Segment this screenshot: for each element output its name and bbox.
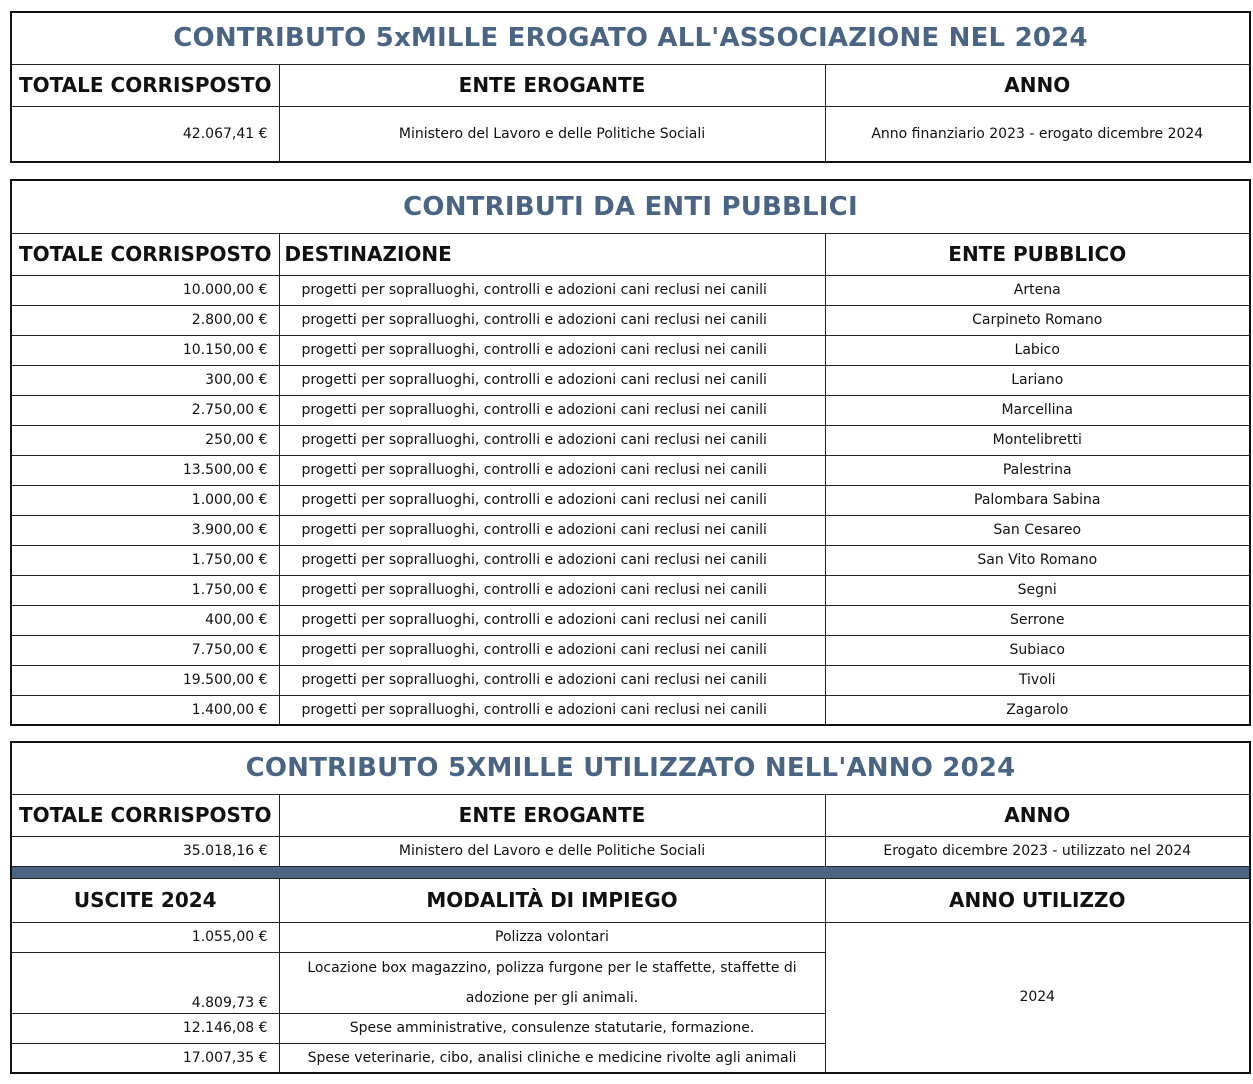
table-row bbox=[11, 395, 1250, 425]
year-cell: Anno finanziario 2023 - erogato dicembre 2024 bbox=[825, 106, 1250, 162]
amount-cell: 7.750,00 € bbox=[11, 635, 279, 665]
entity-cell: Carpineto Romano bbox=[825, 305, 1250, 335]
column-header-uscite: USCITE 2024 bbox=[11, 878, 279, 922]
column-header-ente: ENTE EROGANTE bbox=[279, 794, 825, 836]
section-title: CONTRIBUTO 5XMILLE UTILIZZATO NELL'ANNO 2024 bbox=[11, 742, 1250, 794]
section-title: CONTRIBUTO 5xMILLE EROGATO ALL'ASSOCIAZIONE NEL 2024 bbox=[11, 12, 1250, 64]
table-row bbox=[11, 836, 1250, 866]
amount-cell: 1.750,00 € bbox=[11, 575, 279, 605]
description-cell: Spese amministrative, consulenze statutarie, formazione. bbox=[279, 1013, 825, 1043]
table-row bbox=[11, 545, 1250, 575]
amount-cell: 1.400,00 € bbox=[11, 695, 279, 725]
destination-cell: progetti per sopralluoghi, controlli e adozioni cani reclusi nei canili bbox=[279, 335, 825, 365]
amount-cell: 400,00 € bbox=[11, 605, 279, 635]
table-row bbox=[11, 335, 1250, 365]
destination-cell: progetti per sopralluoghi, controlli e adozioni cani reclusi nei canili bbox=[279, 575, 825, 605]
amount-cell: 12.146,08 € bbox=[11, 1013, 279, 1043]
amount-cell: 35.018,16 € bbox=[11, 836, 279, 866]
description-cell bbox=[279, 952, 825, 1013]
entity-cell: Palestrina bbox=[825, 455, 1250, 485]
table-row bbox=[11, 922, 1250, 952]
table-row bbox=[11, 575, 1250, 605]
destination-cell: progetti per sopralluoghi, controlli e adozioni cani reclusi nei canili bbox=[279, 305, 825, 335]
column-header-anno-utilizzo: ANNO UTILIZZO bbox=[825, 878, 1250, 922]
amount-cell: 4.809,73 € bbox=[11, 952, 279, 1013]
amount-cell: 2.750,00 € bbox=[11, 395, 279, 425]
column-header-ente-pubblico: ENTE PUBBLICO bbox=[825, 233, 1250, 275]
entity-cell: Ministero del Lavoro e delle Politiche Sociali bbox=[279, 106, 825, 162]
column-header-totale: TOTALE CORRISPOSTO bbox=[11, 64, 279, 106]
table-row bbox=[11, 665, 1250, 695]
table-row bbox=[11, 455, 1250, 485]
destination-cell: progetti per sopralluoghi, controlli e adozioni cani reclusi nei canili bbox=[279, 665, 825, 695]
table-row bbox=[11, 635, 1250, 665]
description-cell: Polizza volontari bbox=[279, 922, 825, 952]
entity-cell: Serrone bbox=[825, 605, 1250, 635]
destination-cell: progetti per sopralluoghi, controlli e adozioni cani reclusi nei canili bbox=[279, 545, 825, 575]
column-header-ente: ENTE EROGANTE bbox=[279, 64, 825, 106]
amount-cell: 300,00 € bbox=[11, 365, 279, 395]
entity-cell: Ministero del Lavoro e delle Politiche Sociali bbox=[279, 836, 825, 866]
entity-cell: Segni bbox=[825, 575, 1250, 605]
destination-cell: progetti per sopralluoghi, controlli e adozioni cani reclusi nei canili bbox=[279, 635, 825, 665]
column-header-modalita: MODALITÀ DI IMPIEGO bbox=[279, 878, 825, 922]
destination-cell: progetti per sopralluoghi, controlli e adozioni cani reclusi nei canili bbox=[279, 395, 825, 425]
table-5xmille-utilizzato bbox=[10, 741, 1251, 1074]
amount-cell: 13.500,00 € bbox=[11, 455, 279, 485]
amount-cell: 2.800,00 € bbox=[11, 305, 279, 335]
description-line: Locazione box magazzino, polizza furgone per le staffette, staffette di bbox=[307, 959, 797, 976]
table-row bbox=[11, 695, 1250, 725]
table-row bbox=[11, 106, 1250, 162]
entity-cell: Montelibretti bbox=[825, 425, 1250, 455]
destination-cell: progetti per sopralluoghi, controlli e adozioni cani reclusi nei canili bbox=[279, 605, 825, 635]
table-row bbox=[11, 515, 1250, 545]
entity-cell: Zagarolo bbox=[825, 695, 1250, 725]
column-header-anno: ANNO bbox=[825, 64, 1250, 106]
year-cell: Erogato dicembre 2023 - utilizzato nel 2024 bbox=[825, 836, 1250, 866]
entity-cell: Subiaco bbox=[825, 635, 1250, 665]
table-row bbox=[11, 305, 1250, 335]
destination-cell: progetti per sopralluoghi, controlli e adozioni cani reclusi nei canili bbox=[279, 275, 825, 305]
amount-cell: 10.000,00 € bbox=[11, 275, 279, 305]
amount-cell: 250,00 € bbox=[11, 425, 279, 455]
entity-cell: Labico bbox=[825, 335, 1250, 365]
entity-cell: Lariano bbox=[825, 365, 1250, 395]
destination-cell: progetti per sopralluoghi, controlli e adozioni cani reclusi nei canili bbox=[279, 365, 825, 395]
table-enti-pubblici bbox=[10, 179, 1251, 726]
table-row bbox=[11, 365, 1250, 395]
description-cell: Spese veterinarie, cibo, analisi cliniche e medicine rivolte agli animali bbox=[279, 1043, 825, 1073]
column-header-destinazione: DESTINAZIONE bbox=[279, 233, 825, 275]
amount-cell: 19.500,00 € bbox=[11, 665, 279, 695]
table-row bbox=[11, 605, 1250, 635]
amount-cell: 10.150,00 € bbox=[11, 335, 279, 365]
table-row bbox=[11, 425, 1250, 455]
destination-cell: progetti per sopralluoghi, controlli e adozioni cani reclusi nei canili bbox=[279, 695, 825, 725]
entity-cell: Tivoli bbox=[825, 665, 1250, 695]
destination-cell: progetti per sopralluoghi, controlli e adozioni cani reclusi nei canili bbox=[279, 515, 825, 545]
entity-cell: Marcellina bbox=[825, 395, 1250, 425]
destination-cell: progetti per sopralluoghi, controlli e adozioni cani reclusi nei canili bbox=[279, 455, 825, 485]
table-row bbox=[11, 485, 1250, 515]
entity-cell: San Cesareo bbox=[825, 515, 1250, 545]
separator-bar bbox=[11, 866, 1250, 878]
entity-cell: San Vito Romano bbox=[825, 545, 1250, 575]
amount-cell: 17.007,35 € bbox=[11, 1043, 279, 1073]
description-line: adozione per gli animali. bbox=[465, 989, 639, 1006]
column-header-totale: TOTALE CORRISPOSTO bbox=[11, 233, 279, 275]
entity-cell: Palombara Sabina bbox=[825, 485, 1250, 515]
table-row bbox=[11, 275, 1250, 305]
amount-cell: 42.067,41 € bbox=[11, 106, 279, 162]
destination-cell: progetti per sopralluoghi, controlli e adozioni cani reclusi nei canili bbox=[279, 485, 825, 515]
entity-cell: Artena bbox=[825, 275, 1250, 305]
column-header-totale: TOTALE CORRISPOSTO bbox=[11, 794, 279, 836]
destination-cell: progetti per sopralluoghi, controlli e adozioni cani reclusi nei canili bbox=[279, 425, 825, 455]
year-used-cell: 2024 bbox=[825, 922, 1250, 1073]
section-title: CONTRIBUTI DA ENTI PUBBLICI bbox=[11, 180, 1250, 233]
amount-cell: 1.000,00 € bbox=[11, 485, 279, 515]
table-5xmille-erogato bbox=[10, 11, 1251, 163]
amount-cell: 1.055,00 € bbox=[11, 922, 279, 952]
column-header-anno: ANNO bbox=[825, 794, 1250, 836]
amount-cell: 3.900,00 € bbox=[11, 515, 279, 545]
amount-cell: 1.750,00 € bbox=[11, 545, 279, 575]
